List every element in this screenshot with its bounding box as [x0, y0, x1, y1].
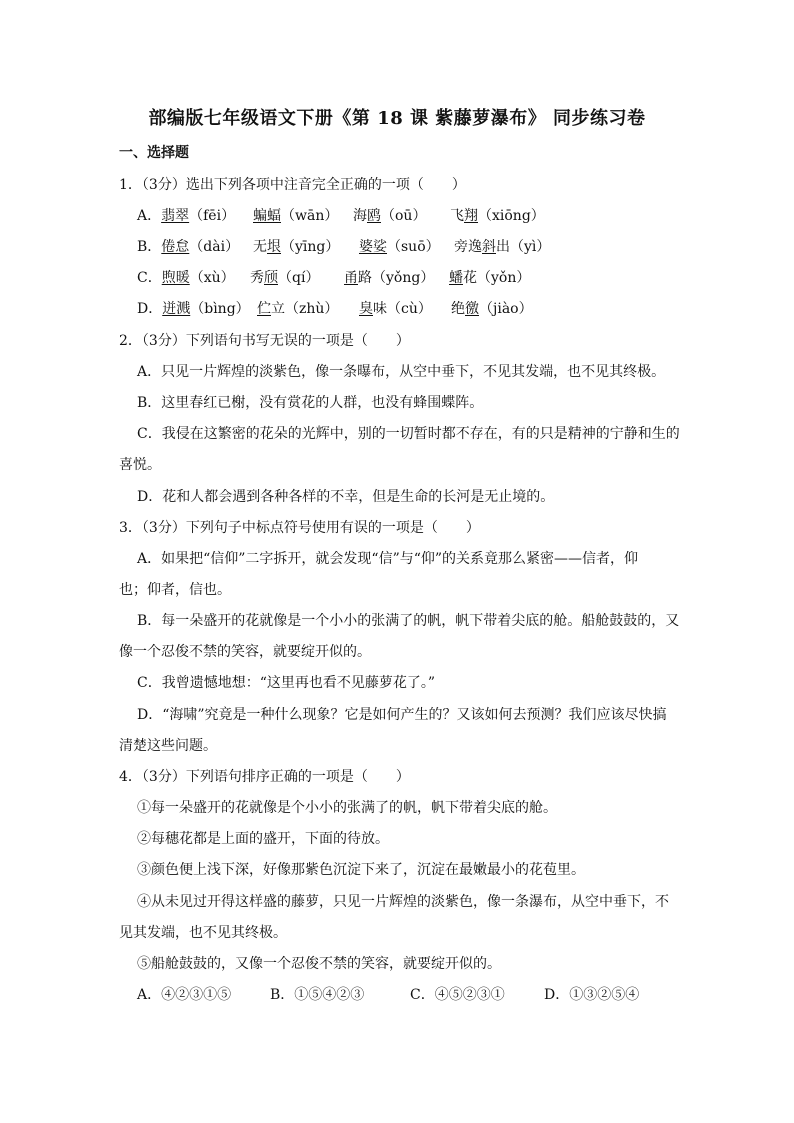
q1-c-item: 秀颀（qí）: [250, 270, 320, 286]
q4-option-c[interactable]: C．④⑤②③①: [410, 987, 505, 1003]
question-2-stem: 2．（3分）下列语句书写无误的一项是（ ）: [119, 333, 410, 349]
q3-option-b[interactable]: B．每一朵盛开的花就像是一个小小的张满了的帆，帆下带着尖底的舱。船舱鼓鼓的，又: [137, 613, 680, 629]
q4-option-b[interactable]: B．①⑤④②③: [270, 987, 365, 1003]
q1-c-item: C．煦暖（xù）: [137, 270, 235, 286]
question-3-stem: 3．（3分）下列句子中标点符号使用有误的一项是（ ）: [119, 520, 480, 536]
q1-c-item: 蟠花（yǒn）: [449, 270, 531, 286]
q1-option-a[interactable]: [137, 206, 697, 226]
page-title: 部编版七年级语文下册《第 18 课 紫藤萝瀑布》 同步练习卷: [148, 108, 646, 129]
q4-option-d[interactable]: D．①③②⑤④: [544, 987, 640, 1003]
q3-option-c[interactable]: C．我曾遗憾地想：“这里再也看不见藤萝花了。”: [137, 675, 436, 691]
q4-sentence-2: ②每穗花都是上面的盛开，下面的待放。: [137, 831, 389, 847]
q1-a-item: 蝙蝠（wān）: [253, 208, 339, 224]
q3-option-a-continued: 也；仰者，信也。: [119, 582, 231, 598]
q1-b-item: 无垠（yīng）: [253, 239, 340, 255]
q3-option-a[interactable]: A．如果把“信仰”二字拆开，就会发现“信”与“仰”的关系竟那么紧密——信者，仰: [137, 551, 639, 567]
q4-sentence-4: ④从未见过开得这样盛的藤萝，只见一片辉煌的淡紫色，像一条瀑布，从空中垂下，不: [137, 894, 669, 910]
q4-sentence-4-continued: 见其发端，也不见其终极。: [119, 925, 287, 941]
q1-b-item: 旁逸斜出（yì）: [454, 239, 551, 255]
q2-option-d[interactable]: D．花和人都会遇到各种各样的不幸，但是生命的长河是无止境的。: [137, 489, 555, 505]
section-heading: 一、选择题: [119, 145, 189, 161]
q2-option-c-continued: 喜悦。: [119, 457, 161, 473]
q1-a-item: 海鸥（oū）: [353, 208, 427, 224]
q1-c-item: 甬路（yǒng）: [344, 270, 435, 286]
q3-option-b-continued: 像一个忍俊不禁的笑容，就要绽开似的。: [119, 644, 371, 660]
q4-sentence-1: ①每一朵盛开的花就像是个小小的张满了的帆，帆下带着尖底的舱。: [137, 800, 557, 816]
q1-option-c[interactable]: [137, 268, 697, 288]
question-1-stem: 1．（3分）选出下列各项中注音完全正确的一项（ ）: [119, 177, 466, 193]
q4-answer-options: [137, 985, 677, 1005]
q1-d-item: 伫立（zhù）: [257, 301, 339, 317]
q1-d-item: 绝徼（jiào）: [451, 301, 533, 317]
q1-option-d[interactable]: [137, 299, 697, 319]
q4-option-a[interactable]: A．④②③①⑤: [137, 987, 232, 1003]
q1-a-item: 飞翔（xiōng）: [450, 208, 545, 224]
q1-d-item: D．迸溅（bìng）: [137, 301, 250, 317]
q4-sentence-3: ③颜色便上浅下深，好像那紫色沉淀下来了，沉淀在最嫩最小的花苞里。: [137, 862, 585, 878]
q1-a-item: A．翡翠（fēi）: [137, 208, 236, 224]
q3-option-d-continued: 清楚这些问题。: [119, 738, 217, 754]
q2-option-c[interactable]: C．我侵在这繁密的花朵的光辉中，别的一切暂时都不存在，有的只是精神的宁静和生的: [137, 426, 680, 442]
q1-d-item: 臭味（cù）: [359, 301, 432, 317]
q2-option-b[interactable]: B．这里春红已榭，没有赏花的人群，也没有蜂围蝶阵。: [137, 395, 484, 411]
q2-option-a[interactable]: A．只见一片辉煌的淡紫色，像一条曝布，从空中垂下，不见其发端，也不见其终极。: [137, 364, 666, 380]
q1-b-item: 婆娑（suō）: [359, 239, 440, 255]
q1-option-b[interactable]: [137, 237, 697, 257]
q3-option-d[interactable]: D．“海啸”究竟是一种什么现象？它是如何产生的？又该如何去预测？我们应该尽快搞: [137, 707, 667, 723]
q1-b-item: B．倦怠（dài）: [137, 239, 240, 255]
question-4-stem: 4．（3分）下列语句排序正确的一项是（ ）: [119, 769, 410, 785]
q4-sentence-5: ⑤船舱鼓鼓的，又像一个忍俊不禁的笑容，就要绽开似的。: [137, 956, 501, 972]
